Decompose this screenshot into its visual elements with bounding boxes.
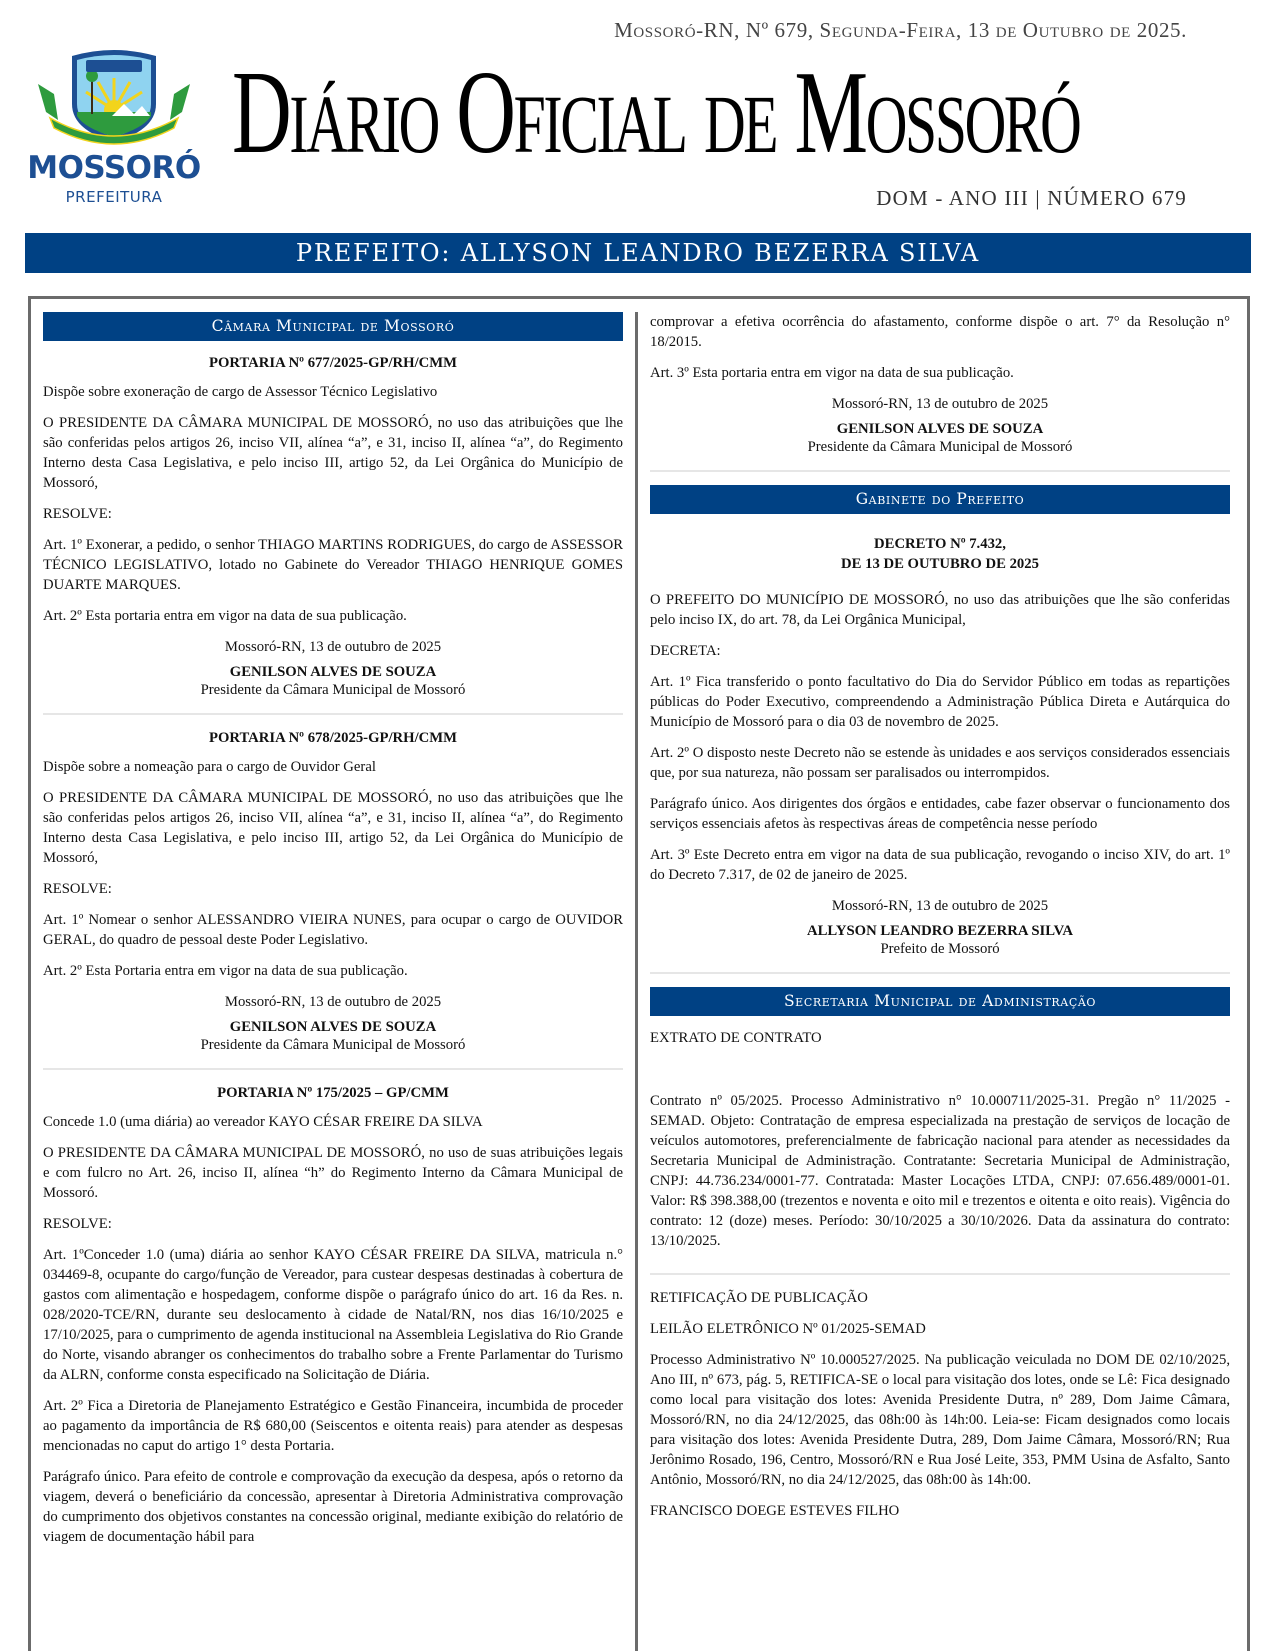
- doc-resolve: RESOLVE:: [43, 1216, 112, 1232]
- signer-name: GENILSON ALVES DE SOUZA: [229, 664, 437, 680]
- mayor-banner: PREFEITO: ALLYSON LEANDRO BEZERRA SILVA: [25, 233, 1251, 273]
- portaria-175-continued: [650, 312, 1230, 456]
- prefeitura-logo: [24, 42, 204, 207]
- doc-title: PORTARIA Nº 678/2025-GP/RH/CMM: [208, 730, 457, 746]
- logo-wordmark: MOSSORÓ: [27, 150, 201, 186]
- doc-decreta: DECRETA:: [650, 643, 721, 659]
- section-divider: [43, 713, 623, 715]
- left-column: [43, 312, 623, 1558]
- signer-role: Presidente da Câmara Municipal de Mossoró: [200, 682, 466, 698]
- portaria-677: [43, 353, 623, 699]
- logo-subtitle: PREFEITURA: [65, 188, 163, 206]
- retificacao-publicacao: [650, 1288, 1230, 1521]
- section-header-camara: Câmara Municipal de Mossoró: [43, 312, 623, 341]
- doc-paragrafo-unico: Parágrafo único. Aos dirigentes dos órgãos e entidades, cabe fazer observar o funcionamento dos serviços essenciais afetos às respectivas áreas de competência nesse período: [650, 796, 1230, 832]
- issue-number-line: DOM - ANO III | NÚMERO 679: [876, 186, 1187, 210]
- doc-title: PORTARIA Nº 175/2025 – GP/CMM: [217, 1085, 449, 1101]
- doc-article-2: Art. 2º Esta Portaria entra em vigor na data de sua publicação.: [43, 963, 408, 979]
- column-divider: [635, 312, 638, 1651]
- extrato-title: EXTRATO DE CONTRATO: [650, 1030, 822, 1046]
- masthead: [0, 0, 1275, 230]
- retificacao-body: Processo Administrativo Nº 10.000527/2025. Na publicação veiculada no DOM DE 02/10/2025, Ano III, nº 673, pág. 5, RETIFICA-SE o local para visitação dos lotes, onde se Lê: Fica designado como local para visitação dos lotes: Avenida Presidente Dutra, nº 289, Dom Jaime Câmara, Mossoró/RN, no dia 24/12/2025, das 08h:00 às 14h:00. Leia-se: Ficam designados como locais para visitação dos lotes: Avenida Presidente Dutra, 289, Dom Jaime Câmara, Mossoró/RN; Rua Jerônimo Rosado, 196, Centro, Mossoró/RN e Rua José Leite, 353, PMM Usina de Asfalto, Santo Antônio, Mossoró/RN, no dia 24/12/2025, das 08h:00 às 14h:00.: [650, 1352, 1230, 1488]
- doc-article-3: Art. 3º Este Decreto entra em vigor na data de sua publicação, revogando o inciso XIV, do art. 1º do Decreto 7.317, de 02 de janeiro de 2025.: [650, 847, 1230, 883]
- doc-title-line-2: DE 13 DE OUTUBRO DE 2025: [841, 556, 1039, 572]
- portaria-678: [43, 728, 623, 1054]
- doc-summary: Dispõe sobre exoneração de cargo de Assessor Técnico Legislativo: [43, 384, 438, 400]
- newspaper-title: Diário Oficial de Mossoró: [232, 46, 1080, 178]
- signer-name: ALLYSON LEANDRO BEZERRA SILVA: [807, 923, 1073, 939]
- extrato-body: Contrato nº 05/2025. Processo Administrativo n° 10.000711/2025-31. Pregão n° 11/2025 -SEMAD. Objeto: Contratação de empresa especializada na prestação de serviços de locação de veículos automotores, preferencialmente de fabricação nacional para atender as necessidades da Secretaria Municipal de Administração. Contratante: Secretaria Municipal de Administração, CNPJ: 44.736.234/0001-77. Contratada: Master Locações LTDA, CNPJ: 07.656.489/0001-01. Valor: R$ 398.388,00 (trezentos e noventa e oito mil e trezentos e oitenta e oito reais). Vigência do contrato: 12 (doze) meses. Período: 30/10/2025 a 30/10/2026. Data da assinatura do contrato: 13/10/2025.: [650, 1093, 1230, 1249]
- doc-article-1: Art. 1º Fica transferido o ponto facultativo do Dia do Servidor Público em todas as repartições públicas do Poder Executivo, compreendendo a Administração Pública Direta e Autárquica do Município de Mossoró para o dia 03 de novembro de 2025.: [650, 674, 1230, 730]
- doc-preamble: O PRESIDENTE DA CÂMARA MUNICIPAL DE MOSSORÓ, no uso de suas atribuições legais e com fulcro no Art. 26, inciso II, alínea “h” do Regimento Interno da Câmara Municipal de Mossoró.: [43, 1145, 623, 1201]
- portaria-175: [43, 1083, 623, 1547]
- leilao-title: LEILÃO ELETRÔNICO Nº 01/2025-SEMAD: [650, 1321, 926, 1337]
- doc-resolve: RESOLVE:: [43, 506, 112, 522]
- section-divider: [650, 1273, 1230, 1275]
- extrato-contrato: [650, 1028, 1230, 1251]
- doc-paragrafo-continued: comprovar a efetiva ocorrência do afastamento, conforme dispõe o art. 7° da Resolução n° 18/2015.: [650, 314, 1230, 350]
- signer-role: Prefeito de Mossoró: [880, 941, 1000, 957]
- signer-role: Presidente da Câmara Municipal de Mossoró: [200, 1037, 466, 1053]
- signer-name: GENILSON ALVES DE SOUZA: [836, 421, 1044, 437]
- edition-line: Mossoró-RN, Nº 679, Segunda-Feira, 13 de Outubro de 2025.: [614, 18, 1187, 42]
- doc-resolve: RESOLVE:: [43, 881, 112, 897]
- section-header-gabinete: Gabinete do Prefeito: [650, 485, 1230, 514]
- signature-date: Mossoró-RN, 13 de outubro de 2025: [224, 994, 442, 1010]
- doc-paragrafo-unico: Parágrafo único. Para efeito de controle e comprovação da execução da despesa, após o retorno da viagem, deverá o beneficiário da concessão, apresentar à Diretoria Administrativa comprovação do cumprimento dos objetivos constantes na concessão original, mediante exibição do relatório de viagem de documentação hábil para: [43, 1469, 623, 1545]
- doc-preamble: O PREFEITO DO MUNICÍPIO DE MOSSORÓ, no uso das atribuições que lhe são conferidas pelo inciso IX, do art. 78, da Lei Orgânica Municipal,: [650, 592, 1230, 628]
- doc-article-3: Art. 3º Esta portaria entra em vigor na data de sua publicação.: [650, 365, 1014, 381]
- doc-article-2: Art. 2º Fica a Diretoria de Planejamento Estratégico e Gestão Financeira, incumbida de proceder ao pagamento da importância de R$ 680,00 (Seiscentos e oitenta reais) para atender as despesas mencionadas no caput do artigo 1° desta Portaria.: [43, 1398, 623, 1454]
- municipal-coat-of-arms-icon: [24, 42, 204, 150]
- section-divider: [650, 470, 1230, 472]
- signature-date: Mossoró-RN, 13 de outubro de 2025: [224, 639, 442, 655]
- doc-title: PORTARIA Nº 677/2025-GP/RH/CMM: [208, 355, 457, 371]
- doc-article-1: Art. 1º Nomear o senhor ALESSANDRO VIEIRA NUNES, para ocupar o cargo de OUVIDOR GERAL, do quadro de pessoal deste Poder Legislativo.: [43, 912, 623, 948]
- doc-article-2: Art. 2º O disposto neste Decreto não se estende às unidades e aos serviços considerados essenciais que, por sua natureza, não possam ser paralisados ou interrompidos.: [650, 745, 1230, 781]
- doc-preamble: O PRESIDENTE DA CÂMARA MUNICIPAL DE MOSSORÓ, no uso das atribuições que lhe são conferidas pelos artigos 26, inciso VII, alínea “a”, e 31, inciso II, alínea “a”, do Regimento Interno desta Casa Legislativa, e pelo inciso III, artigo 52, da Lei Orgânica do Município de Mossoró,: [43, 415, 623, 491]
- doc-article-1: Art. 1º Exonerar, a pedido, o senhor THIAGO MARTINS RODRIGUES, do cargo de ASSESSOR TÉCNICO LEGISLATIVO, lotado no Gabinete do Vereador THIAGO HENRIQUE GOMES DUARTE MARQUES.: [43, 537, 623, 593]
- doc-article-2: Art. 2º Esta portaria entra em vigor na data de sua publicação.: [43, 608, 407, 624]
- section-divider: [43, 1068, 623, 1070]
- section-divider: [650, 972, 1230, 974]
- doc-summary: Concede 1.0 (uma diária) ao vereador KAYO CÉSAR FREIRE DA SILVA: [43, 1114, 483, 1130]
- signature-date: Mossoró-RN, 13 de outubro de 2025: [831, 396, 1049, 412]
- doc-summary: Dispõe sobre a nomeação para o cargo de Ouvidor Geral: [43, 759, 376, 775]
- doc-article-1: Art. 1ºConceder 1.0 (uma) diária ao senhor KAYO CÉSAR FREIRE DA SILVA, matricula n.° 034469-8, ocupante do cargo/função de Vereador, para custear despesas destinadas à cobertura de gastos com alimentação e hospedagem, conforme dispõe o parágrafo único do art. 16 da Res. n. 028/2020-TCE/RN, durante seu deslocamento à cidade de Natal/RN, nos dias 16/10/2025 e 17/10/2025, para o cumprimento de agenda institucional na Assembleia Legislativa do Rio Grande do Norte, visando abranger os conhecimentos do trabalho sobre a Frente Parlamentar do Turismo da ALRN, conforme consta especificado na Solicitação de Diária.: [43, 1247, 623, 1383]
- right-column: [650, 312, 1230, 1532]
- section-header-administracao: Secretaria Municipal de Administração: [650, 987, 1230, 1016]
- doc-title-line-1: DECRETO Nº 7.432,: [874, 536, 1006, 552]
- signer-name: GENILSON ALVES DE SOUZA: [229, 1019, 437, 1035]
- spacer: [650, 1059, 1230, 1091]
- signer-name: FRANCISCO DOEGE ESTEVES FILHO: [650, 1503, 900, 1519]
- signer-role: Presidente da Câmara Municipal de Mossoró: [807, 439, 1073, 455]
- doc-preamble: O PRESIDENTE DA CÂMARA MUNICIPAL DE MOSSORÓ, no uso das atribuições que lhe são conferidas pelos artigos 26, inciso VII, alínea “a”, e 31, inciso II, alínea “a”, do Regimento Interno desta Casa Legislativa, e pelo inciso III, artigo 52, da Lei Orgânica do Município de Mossoró,: [43, 790, 623, 866]
- signature-date: Mossoró-RN, 13 de outubro de 2025: [831, 898, 1049, 914]
- retificacao-title: RETIFICAÇÃO DE PUBLICAÇÃO: [650, 1290, 868, 1306]
- newspaper-title-wrap: [232, 38, 1252, 188]
- decreto-7432: [650, 526, 1230, 958]
